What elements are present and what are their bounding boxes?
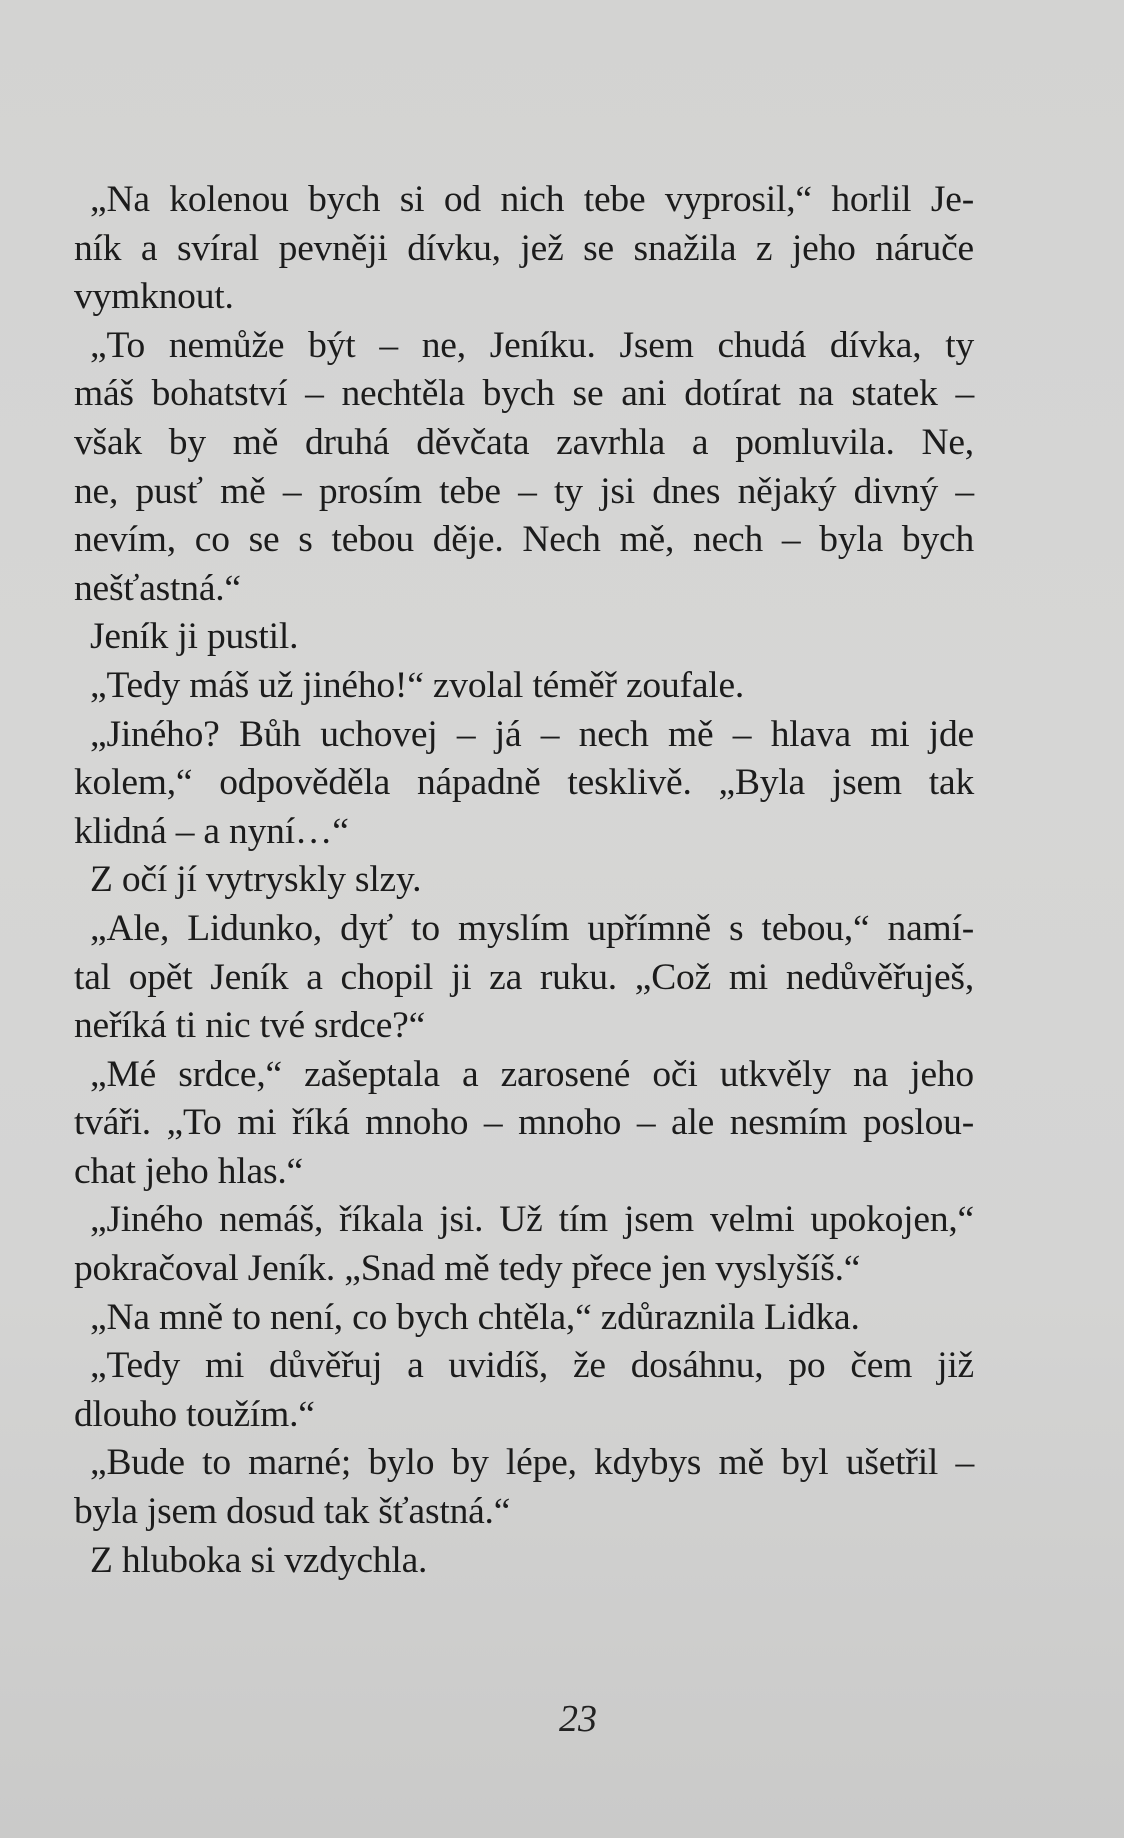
text-line: „Tedy mi důvěřuj a uvidíš, že dosáhnu, po čem již [90, 1345, 974, 1387]
text-line: Jeník ji pustil. [90, 616, 299, 658]
text-line: dlouho toužím.“ [74, 1393, 315, 1435]
text-line: „Jiného? Bůh uchovej – já – nech mě – hlava mi jde [90, 713, 974, 755]
text-line: pokračoval Jeník. „Snad mě tedy přece jen vyslyšíš.“ [74, 1248, 861, 1290]
text-line: chat jeho hlas.“ [74, 1150, 303, 1192]
text-line: „Ale, Lidunko, dyť to myslím upřímně s tebou,“ namí- [90, 907, 974, 949]
text-line: „To nemůže být – ne, Jeníku. Jsem chudá dívka, ty [90, 324, 974, 366]
text-line: „Jiného nemáš, říkala jsi. Už tím jsem velmi upokojen,“ [90, 1199, 974, 1241]
text-line: klidná – a nyní…“ [74, 810, 349, 852]
text-line: Z hluboka si vzdychla. [90, 1539, 428, 1581]
text-line: vymknout. [74, 276, 234, 318]
text-line: však by mě druhá děvčata zavrhla a pomluvila. Ne, [74, 421, 974, 463]
text-line: ne, pusť mě – prosím tebe – ty jsi dnes nějaký divný – [74, 470, 974, 512]
text-line: „Na mně to není, co bych chtěla,“ zdůraznila Lidka. [90, 1296, 860, 1338]
text-line: „Mé srdce,“ zašeptala a zarosené oči utkvěly na jeho [90, 1053, 974, 1095]
text-line: máš bohatství – nechtěla bych se ani dotírat na statek – [74, 373, 974, 415]
body-text [74, 176, 974, 1585]
text-line: nešťastná.“ [74, 567, 241, 609]
text-line: Z očí jí vytryskly slzy. [90, 859, 422, 901]
text-line: kolem,“ odpověděla nápadně tesklivě. „Byla jsem tak [74, 762, 974, 804]
text-line: ník a svíral pevněji dívku, jež se snažila z jeho náruče [74, 227, 974, 269]
text-line: tal opět Jeník a chopil ji za ruku. „Což mi nedůvěřuješ, [74, 956, 974, 998]
text-line: „Tedy máš už jiného!“ zvolal téměř zoufale. [90, 664, 745, 706]
text-line: neříká ti nic tvé srdce?“ [74, 1005, 426, 1047]
text-line: tváři. „To mi říká mnoho – mnoho – ale nesmím poslou- [74, 1102, 974, 1144]
page-number: 23 [559, 1698, 597, 1740]
text-line: nevím, co se s tebou děje. Nech mě, nech – byla bych [74, 519, 974, 561]
text-line: byla jsem dosud tak šťastná.“ [74, 1491, 511, 1533]
text-line: „Bude to marné; bylo by lépe, kdybys mě byl ušetřil – [90, 1442, 974, 1484]
text-line: „Na kolenou bych si od nich tebe vyprosil,“ horlil Je- [90, 179, 974, 220]
